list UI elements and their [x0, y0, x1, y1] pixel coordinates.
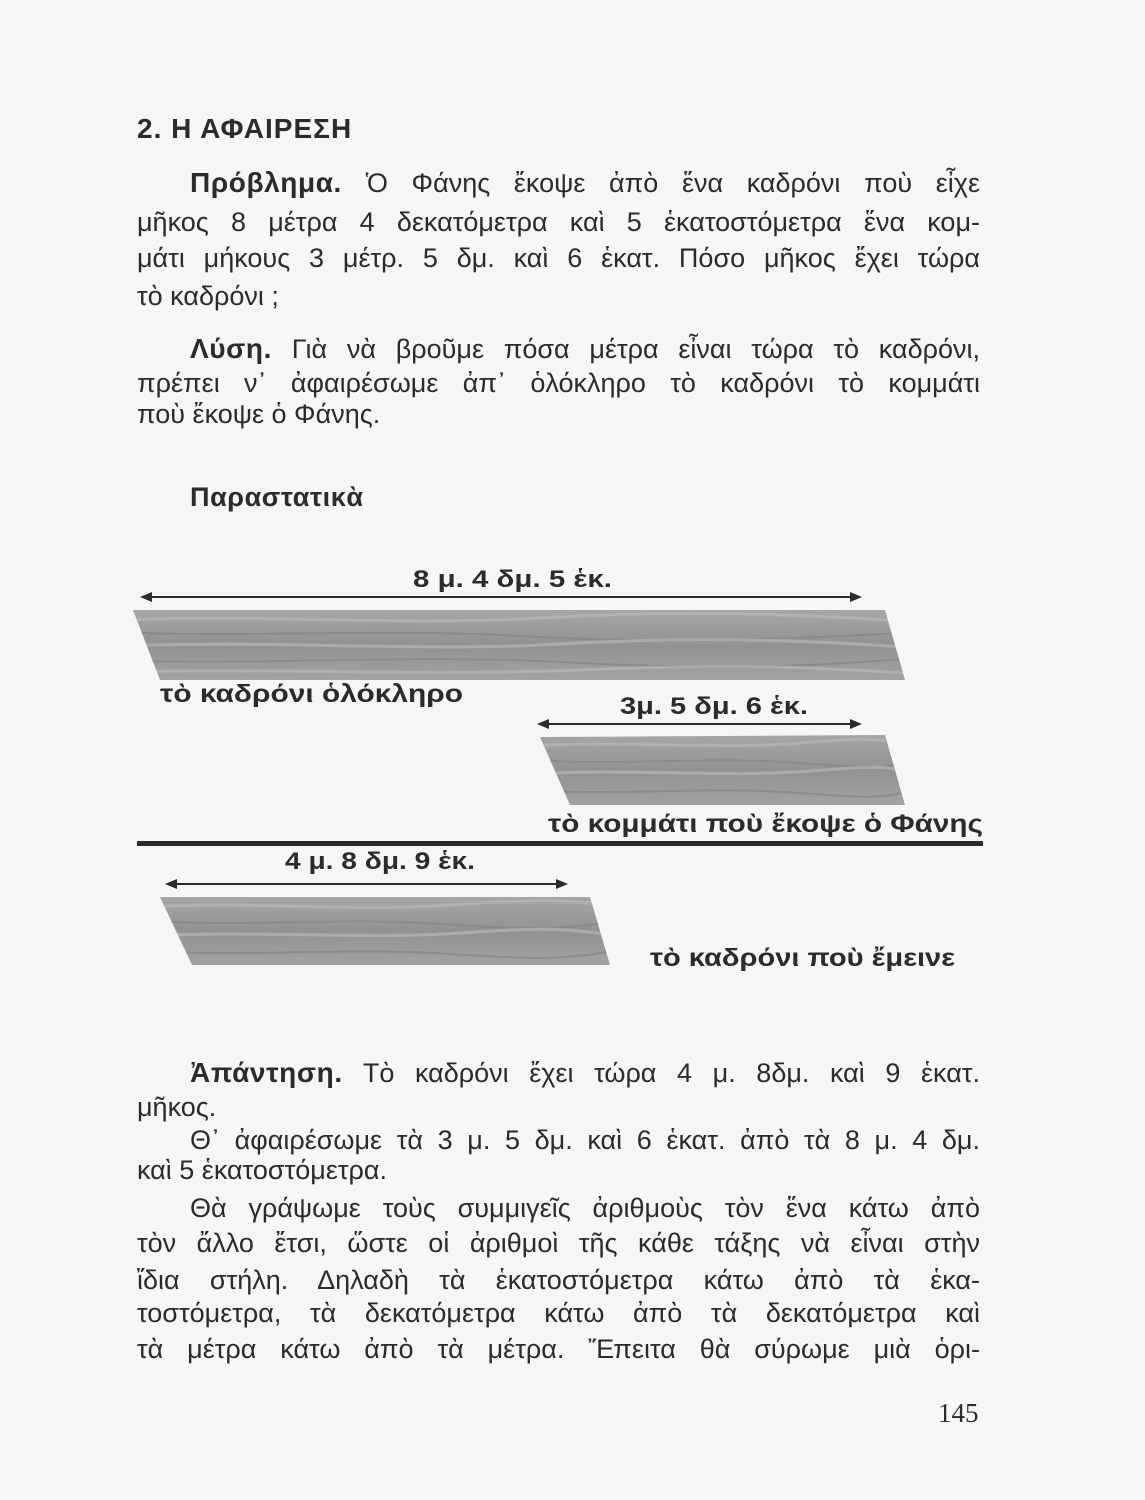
remaining-arrow-right-head: [556, 879, 568, 889]
subtraction-line: καὶ 5 ἑκατοστόμετρα.: [137, 1155, 387, 1185]
illustration-heading: Παραστατικὰ: [190, 482, 364, 512]
problem-line: μῆκος 8 μέτρα 4 δεκατόμετρα καὶ 5 ἑκατοστόμετρα ἕνα κομ-: [137, 207, 980, 237]
remaining-arrow-left-head: [165, 879, 177, 889]
answer-text: Τὸ καδρόνι ἔχει τώρα 4 μ. 8δμ. καὶ 9 ἑκατ.: [362, 1058, 980, 1088]
cut-length-label: 3μ. 5 δμ. 6 ἑκ.: [620, 693, 808, 720]
whole-arrow-left-head: [140, 592, 152, 602]
solution-line: [190, 332, 980, 366]
page-number: 145: [938, 1398, 979, 1428]
solution-text: Γιὰ νὰ βροῦμε πόσα μέτρα εἶναι τώρα τὸ καδρόνι,: [291, 334, 980, 364]
subtraction-line: Θ᾽ ἀφαιρέσωμε τὰ 3 μ. 5 δμ. καὶ 6 ἑκατ. ἀπὸ τὰ 8 μ. 4 δμ.: [190, 1125, 980, 1155]
section-title: 2. Η ΑΦΑΙΡΕΣΗ: [137, 113, 353, 144]
method-line: τοστόμετρα, τὰ δεκατόμετρα κάτω ἀπὸ τὰ δεκατόμετρα καὶ: [137, 1298, 980, 1328]
plank-diagram: [0, 550, 1145, 980]
method-line: ἴδια στήλη. Δηλαδὴ τὰ ἑκατοστόμετρα κάτω ἀπὸ τὰ ἑκα-: [137, 1265, 980, 1295]
solution-label: Λύση.: [190, 333, 273, 364]
problem-label: Πρόβλημα.: [190, 167, 342, 198]
problem-line: τὸ καδρόνι ;: [137, 281, 279, 311]
answer-line: μῆκος.: [137, 1092, 217, 1122]
problem-text: Ὁ Φάνης ἔκοψε ἀπὸ ἕνα καδρόνι ποὺ εἶχε: [365, 168, 980, 198]
cut-arrow-left-head: [537, 719, 549, 729]
separator-rule: [137, 841, 983, 846]
remaining-plank-caption: τὸ καδρόνι ποὺ ἔμεινε: [650, 944, 956, 972]
whole-arrow-right-head: [850, 592, 862, 602]
method-line: τὸν ἄλλο ἔτσι, ὥστε οἱ ἀριθμοὶ τῆς κάθε τάξης νὰ εἶναι στὴν: [137, 1228, 980, 1258]
method-line: τὰ μέτρα κάτω ἀπὸ τὰ μέτρα. Ἔπειτα θὰ σύρωμε μιὰ ὁρι-: [137, 1334, 980, 1364]
answer-label: Ἀπάντηση.: [190, 1057, 343, 1088]
whole-plank-caption: τὸ καδρόνι ὁλόκληρο: [160, 680, 463, 708]
remaining-length-label: 4 μ. 8 δμ. 9 ἑκ.: [285, 848, 475, 875]
method-line: Θὰ γράψωμε τοὺς συμμιγεῖς ἀριθμοὺς τὸν ἕνα κάτω ἀπὸ: [190, 1193, 980, 1223]
solution-line: πρέπει ν᾽ ἀφαιρέσωμε ἀπ᾽ ὁλόκληρο τὸ καδρόνι τὸ κομμάτι: [137, 368, 980, 398]
problem-line: μάτι μήκους 3 μέτρ. 5 δμ. καὶ 6 ἑκατ. Πόσο μῆκος ἔχει τώρα: [137, 243, 980, 273]
answer-line: [190, 1056, 980, 1090]
cut-plank-caption: τὸ κομμάτι ποὺ ἔκοψε ὁ Φάνης: [548, 810, 983, 838]
cut-arrow-right-head: [850, 719, 862, 729]
solution-line: ποὺ ἔκοψε ὁ Φάνης.: [137, 399, 381, 429]
problem-line: [190, 166, 980, 200]
whole-length-label: 8 μ. 4 δμ. 5 ἑκ.: [413, 566, 612, 593]
